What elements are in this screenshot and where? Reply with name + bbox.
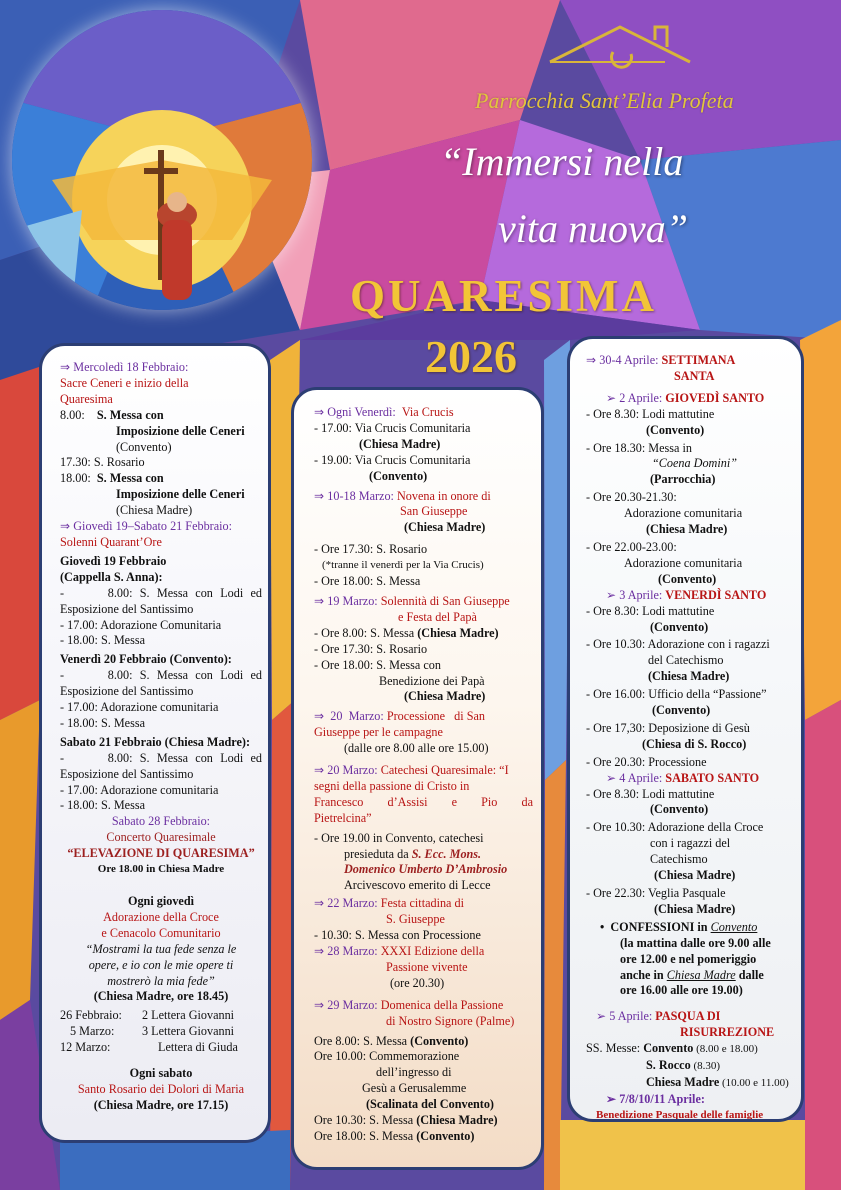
schedule-line: - Ore 18.00: S. Messa [314, 574, 421, 589]
event-heading: ⇒ Giovedì 19–Sabato 21 Febbraio: [60, 519, 233, 534]
event-title: Sacre Ceneri e inizio della [60, 375, 189, 390]
schedule-line: - Ore 10.30: Adorazione della Croce [586, 820, 764, 835]
schedule-line: del Catechismo [648, 653, 724, 668]
quote-line: opere, e io con le mie opere ti [88, 957, 234, 972]
parish-name: Parrocchia Sant’Elia Profeta [475, 88, 734, 113]
event-title: Benedizione Pasquale delle famiglie [596, 1108, 764, 1121]
event-heading: ⇒ 19 Marzo: Solennità di San Giuseppe [314, 593, 510, 608]
mass-schedule: S. Rocco (8.30) [646, 1058, 721, 1073]
schedule-line: - Ore 17.30: S. Rosario [314, 641, 428, 656]
schedule-line: - 17.00: Via Crucis Comunitaria [314, 420, 471, 435]
schedule-line: (Convento) [652, 703, 711, 718]
event-title: Pietrelcina” [314, 810, 372, 825]
event-heading: ⇒ 22 Marzo: Festa cittadina di [314, 896, 464, 911]
day-heading: Sabato 21 Febbraio (Chiesa Madre): [60, 734, 251, 749]
schedule-line: - 8.00: S. Messa con Lodi ed [60, 585, 262, 600]
event-heading: ⇒ 20 Marzo: Processione di San [314, 709, 485, 724]
year-title: 2026 [425, 331, 517, 382]
event-heading: ⇒ 28 Marzo: XXXI Edizione della [314, 944, 485, 958]
reading-row: 5 Marzo: 3 Lettera Giovanni [70, 1024, 235, 1039]
schedule-line: Ore 10.00: Commemorazione [314, 1049, 460, 1064]
schedule-line: - Ore 22.00-23.00: [586, 539, 677, 554]
event-heading: ➢ 3 Aprile: VENERDÌ SANTO [606, 587, 767, 602]
day-heading: Giovedì 19 Febbraio [60, 553, 167, 568]
schedule-line: (Convento) [650, 619, 709, 634]
event-detail: Ore 18.00 in Chiesa Madre [97, 863, 225, 876]
event-detail: (Chiesa Madre, ore 17.15) [93, 1097, 229, 1112]
event-title: Santo Rosario dei Dolori di Maria [77, 1081, 245, 1096]
schedule-line: Esposizione del Santissimo [60, 766, 194, 781]
schedule-line: Esposizione del Santissimo [60, 601, 194, 616]
schedule-line: (Chiesa Madre) [646, 522, 728, 537]
parish-logo [545, 22, 695, 87]
schedule-line: Ore 8.00: S. Messa (Convento) [314, 1033, 469, 1048]
event-heading: Ogni giovedì [127, 894, 195, 908]
schedule-line: - Ore 17.30: S. Rosario [314, 542, 428, 557]
event-heading: Ogni sabato [129, 1066, 193, 1081]
event-title: e Cenacolo Comunitario [101, 925, 221, 940]
schedule-line: - 18.00: S. Messa [60, 633, 145, 648]
schedule-line: (ore 20.30) [390, 975, 445, 990]
schedule-line: Ore 10.30: S. Messa (Chiesa Madre) [314, 1113, 498, 1128]
schedule-line: - Ore 8.30: Lodi mattutine [586, 786, 715, 801]
event-heading: ⇒ 20 Marzo: Catechesi Quaresimale: “I [314, 763, 509, 778]
schedule-line: (Convento) [369, 468, 428, 483]
schedule-line: - 17.00: Adorazione comunitaria [60, 782, 219, 797]
confessions-detail: anche in Chiesa Madre dalle [620, 967, 764, 982]
mass-schedule: SS. Messe: Convento (8.00 e 18.00) [586, 1041, 758, 1056]
schedule-line: - Ore 17,30: Deposizione di Gesù [586, 720, 750, 735]
event-title: San Giuseppe [400, 504, 468, 519]
event-heading: ➢ 5 Aprile: PASQUA DI [596, 1009, 721, 1024]
motto-line-2: vita nuova” [498, 206, 688, 251]
schedule-line: Adorazione comunitaria [624, 555, 743, 570]
schedule-line: “Coena Domini” [652, 456, 737, 471]
schedule-line: Imposizione delle Ceneri [116, 487, 245, 502]
schedule-line: (Chiesa Madre) [654, 868, 736, 883]
schedule-line: (Parrocchia) [650, 472, 716, 487]
schedule-line: - 19.00: Via Crucis Comunitaria [314, 452, 471, 467]
schedule-line: (Convento) [646, 422, 705, 437]
confessions-detail: (la mattina dalle ore 9.00 alle [620, 935, 771, 950]
event-title: SANTA [674, 368, 715, 383]
quote-line: mostrerò la mia fede” [107, 973, 215, 988]
event-title: e Festa del Papà [398, 609, 477, 624]
mass-schedule: Chiesa Madre (10.00 e 11.00) [646, 1074, 789, 1089]
event-title: Adorazione della Croce [103, 909, 219, 924]
schedule-line: con i ragazzi del [650, 836, 731, 851]
event-heading: ⇒ 10-18 Marzo: Novena in onore di [314, 488, 491, 503]
event-heading: ⇒ Ogni Venerdì: Via Crucis [314, 405, 454, 419]
schedule-line: (Chiesa Madre) [654, 901, 736, 916]
schedule-line: Adorazione comunitaria [624, 506, 743, 521]
schedule-line: - 17.00: Adorazione comunitaria [60, 700, 219, 715]
schedule-line: (Convento) [650, 802, 709, 817]
schedule-line: - 18.00: S. Messa [60, 798, 145, 813]
schedule-line: (Convento) [116, 439, 172, 454]
schedule-line: - Ore 18.30: Messa in [586, 440, 692, 455]
event-title: RISURREZIONE [680, 1025, 775, 1040]
schedule-line: - 8.00: S. Messa con Lodi ed [60, 668, 262, 683]
schedule-line: (Chiesa Madre) [359, 436, 441, 451]
schedule-line: (Chiesa di S. Rocco) [642, 736, 747, 751]
panel-marzo [291, 387, 544, 1170]
schedule-line: Gesù a Gerusalemme [362, 1081, 467, 1096]
schedule-line: - Ore 8.00: S. Messa (Chiesa Madre) [314, 625, 499, 640]
schedule-line: (Chiesa Madre) [116, 503, 193, 518]
event-title: S. Giuseppe [386, 912, 445, 927]
schedule-line: 8.00: S. Messa con [60, 407, 164, 422]
schedule-line: (dalle ore 8.00 alle ore 15.00) [344, 741, 489, 756]
schedule-line: - Ore 19.00 in Convento, catechesi [314, 830, 484, 845]
day-heading: (Cappella S. Anna): [60, 569, 163, 584]
schedule-line: Catechismo [650, 852, 708, 867]
panel-febbraio [39, 343, 271, 1143]
confessions-detail: ore 16.00 alle ore 19.00) [620, 983, 743, 998]
event-title: segni della passione di Cristo in [314, 778, 470, 793]
event-title: Francesco d’Assisi e Pio da [314, 794, 533, 809]
schedule-line: Esposizione del Santissimo [60, 684, 194, 699]
schedule-line: - 10.30: S. Messa con Processione [314, 928, 481, 943]
schedule-line: 17.30: S. Rosario [60, 455, 145, 470]
schedule-line: 18.00: S. Messa con [60, 471, 164, 486]
schedule-line: (Convento) [658, 571, 717, 586]
schedule-line: - 18.00: S. Messa [60, 715, 145, 730]
event-title: di Nostro Signore (Palme) [386, 1013, 515, 1028]
schedule-line: - Ore 18.00: S. Messa con [314, 657, 441, 672]
confessions-detail: ore 12.00 e nel pomeriggio [620, 951, 757, 966]
panel-aprile [567, 336, 804, 1122]
event-title: Giuseppe per le campagne [314, 725, 443, 740]
reading-row: 12 Marzo: Lettera di Giuda [60, 1040, 238, 1055]
event-title: “ELEVAZIONE DI QUARESIMA” [67, 846, 255, 861]
schedule-line: (Chiesa Madre) [648, 669, 730, 684]
day-heading: Venerdì 20 Febbraio (Convento): [60, 652, 232, 667]
event-heading: ➢ 7/8/10/11 Aprile: [606, 1091, 705, 1106]
schedule-line: Imposizione delle Ceneri [116, 423, 245, 438]
schedule-line: Domenico Umberto D’Ambrosio [344, 862, 508, 877]
schedule-line: (Scalinata del Convento) [366, 1097, 494, 1112]
schedule-line: - Ore 16.00: Ufficio della “Passione” [586, 687, 767, 702]
schedule-line: dell’ingresso di [376, 1065, 452, 1080]
schedule-line: Ore 18.00: S. Messa (Convento) [314, 1128, 475, 1143]
page-title: QUARESIMA [350, 271, 658, 321]
schedule-line: (Chiesa Madre) [404, 689, 486, 704]
schedule-line: (*tranne il venerdì per la Via Crucis) [322, 559, 484, 572]
event-title: Solenni Quarant’Ore [60, 534, 162, 549]
schedule-line: - 8.00: S. Messa con Lodi ed [60, 750, 262, 765]
schedule-line: - Ore 20.30-21.30: [586, 490, 677, 505]
quote-line: “Mostrami la tua fede senza le [85, 941, 237, 956]
schedule-line: - Ore 8.30: Lodi mattutine [586, 603, 715, 618]
schedule-line: Benedizione dei Papà [379, 673, 485, 688]
schedule-line: (Chiesa Madre) [404, 520, 486, 535]
schedule-line: - 17.00: Adorazione Comunitaria [60, 617, 222, 632]
confessions-heading: • CONFESSIONI in Convento [600, 919, 758, 934]
schedule-line: presieduta da S. Ecc. Mons. [344, 846, 482, 861]
event-title: Concerto Quaresimale [106, 830, 216, 845]
event-title: Passione vivente [386, 959, 468, 974]
motto-line-1: “Immersi nella [440, 139, 684, 184]
event-heading: ➢ 2 Aprile: GIOVEDÌ SANTO [606, 390, 765, 405]
event-heading: ⇒ 29 Marzo: Domenica della Passione [314, 997, 504, 1012]
event-heading: ⇒ Mercoledì 18 Febbraio: [60, 360, 189, 374]
event-heading: ⇒ 30-4 Aprile: SETTIMANA [586, 353, 736, 367]
event-title: Quaresima [60, 391, 113, 406]
schedule-line: - Ore 20.30: Processione [586, 754, 707, 769]
risen-christ-medallion [12, 10, 312, 310]
reading-row: 26 Febbraio: 2 Lettera Giovanni [60, 1008, 235, 1023]
schedule-line: - Ore 8.30: Lodi mattutine [586, 406, 715, 421]
schedule-line: Arcivescovo emerito di Lecce [344, 878, 491, 893]
event-heading: Sabato 28 Febbraio: [111, 814, 211, 829]
event-heading: ➢ 4 Aprile: SABATO SANTO [606, 770, 760, 785]
event-detail: (Chiesa Madre, ore 18.45) [93, 989, 229, 1004]
schedule-line: - Ore 22.30: Veglia Pasquale [586, 886, 726, 900]
schedule-line: - Ore 10.30: Adorazione con i ragazzi [586, 637, 770, 652]
